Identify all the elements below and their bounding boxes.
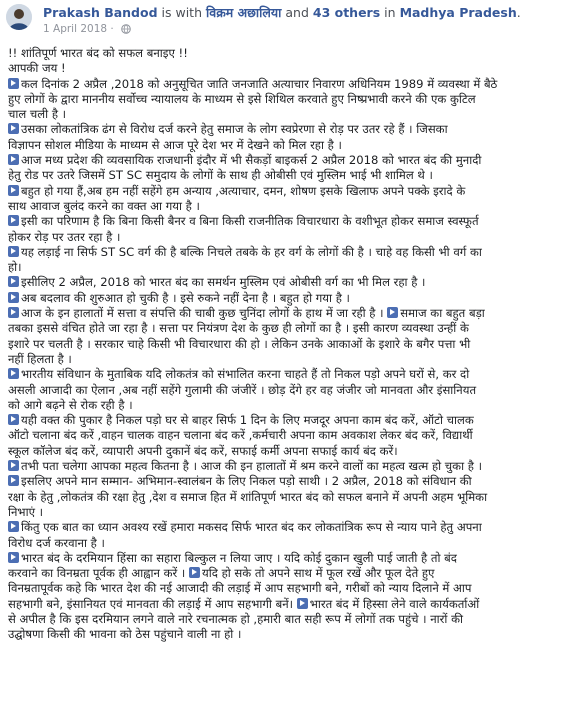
post-text-line — [8, 46, 564, 61]
arrow-right-icon — [297, 598, 308, 609]
arrow-right-icon — [8, 78, 19, 89]
post-text-segment: हो। — [8, 260, 22, 275]
post-text-segment: उसका लोकतांत्रिक ढंग से विरोध दर्ज करने हेतु समाज के लोग स्वप्रेरणा से रोड़ पर उतर रहे हैं । जिसका — [21, 122, 448, 137]
post-text-segment: साथ आवाज बुलंद करने का वक्त आ गया है । — [8, 198, 200, 213]
post-text-segment: स्कूल कॉलेज बंद करें, व्यापारी अपनी दुकानें बंद करें, सफाई कर्मी अपना सफाई कार्य बंद करें। — [8, 443, 398, 458]
post-text-line — [8, 230, 564, 245]
arrow-right-icon — [8, 307, 19, 318]
post-text-segment: उद्घोषणा किसी की भावना को ठेस पहुंचाने वाली ना हो । — [8, 627, 242, 642]
post-text-segment: भारत बंद में हिस्सा लेने वाले कार्यकर्ताओं — [309, 596, 480, 611]
post-text-segment: यह लड़ाई ना सिर्फ ST SC वर्ग की है बल्कि निचले तबके के हर वर्ग के लोगों की है । चाहे वह किसी भी वर्ग का — [21, 244, 482, 259]
post-text-line — [8, 184, 564, 199]
post-text-segment: भारत बंद के दरमियान हिंसा का सहारा बिल्कुल न लिया जाए । यदि कोई दुकान खुली पाई जाती है तो बंद — [21, 550, 457, 565]
post-text-line — [8, 428, 564, 443]
post-text-segment: आज मध्य प्रदेश की व्यवसायिक राजधानी इंदौर में भी सैकड़ों बाइकर्स 2 अप्रैल 2018 को भारत बंद की मुनादी — [21, 153, 482, 168]
post-text-segment: विरोध दर्ज करवाना है । — [8, 535, 105, 550]
post-text-segment: असली आजादी का ऐलान ,अब नहीं सहेंगे गुलामी की जंजीरें । छोड़ देंगे हर वह जंजीर जो मानवता और इंसानियत — [8, 382, 477, 397]
post-text-segment: कल दिनांक 2 अप्रैल ,2018 को अनुसूचित जाति जनजाति अत्याचार निवारण अधिनियम 1989 में व्यवस्था में बैठे — [21, 76, 498, 91]
post-text-line — [8, 138, 564, 153]
post-text-segment: इशारे पर चलती है । सरकार चाहे किसी भी विचारधारा की हो । लेकिन उनके आकाओं के इशारे के बगैर पत्ता भी — [8, 336, 471, 351]
post-text-segment: तभी पता चलेगा आपका महत्व कितना है । आज की इन हालातों में श्रम करने वालों का महत्व खत्म हो चुका है । — [21, 459, 482, 474]
post-text-line — [8, 107, 564, 122]
avatar-image — [6, 4, 32, 30]
post-text-segment: सहभागी बने, इंसानियत एवं मानवता की लड़ाई में आप सहभागी बनें। — [8, 596, 297, 611]
post-text-segment: चाल चली है । — [8, 107, 67, 122]
post-text-segment: इसी का परिणाम है कि बिना किसी बैनर व बिना किसी राजनीतिक विचारधारा के वशीभूत होकर समाज स्वस्फूर्त — [21, 214, 479, 229]
post-text-line — [8, 459, 564, 474]
post-text-segment: नहीं हिलता है । — [8, 351, 72, 366]
post-text-line — [8, 168, 564, 183]
period-text: . — [516, 5, 521, 20]
post-text-line — [8, 245, 564, 260]
post-text-line — [8, 199, 564, 214]
post-text-line — [8, 627, 564, 642]
post-text-line — [8, 337, 564, 352]
post-text-line — [8, 367, 564, 382]
post-text-line — [8, 413, 564, 428]
post-text-line — [8, 581, 564, 596]
post-text-segment: अब बदलाव की शुरुआत हो चुकी है । इसे रुकने नहीं देना है । बहुत हो गया है । — [21, 290, 350, 305]
arrow-right-icon — [189, 567, 200, 578]
post-text-segment: !! शांतिपूर्ण भारत बंद को सफल बनाइए !! — [8, 46, 188, 60]
post-meta — [43, 23, 131, 35]
post-text-line — [8, 520, 564, 535]
arrow-right-icon — [8, 414, 19, 425]
post-text-segment: आपकी जय ! — [8, 61, 66, 76]
post-text-line — [8, 275, 564, 290]
post-text-segment: ऑटो चलाना बंद करें ,वाहन चालक वाहन चलाना बंद करें ,कर्मचारी अपना काम अवकाश लेकर बंद करें, विद्यार्थी — [8, 428, 473, 443]
post-text-segment: होकर रोड़ पर उतर रहा है । — [8, 229, 121, 244]
post-text-line — [8, 352, 564, 367]
arrow-right-icon — [8, 185, 19, 196]
post-header — [0, 0, 567, 44]
arrow-right-icon — [8, 154, 19, 165]
location-link[interactable]: Madhya Pradesh — [399, 5, 517, 20]
globe-icon — [121, 24, 131, 34]
arrow-right-icon — [8, 246, 19, 257]
post-text-segment: समाज का बहुत बड़ा — [400, 306, 485, 321]
post-text-line — [8, 92, 564, 107]
post-date[interactable]: 1 April 2018 · — [43, 23, 114, 35]
post-text-line — [8, 291, 564, 306]
post-text-line — [8, 505, 564, 520]
post-text-segment: हेतु रोड पर उतरे जिसमें ST SC समुदाय के लोगों के साथ ही ओबीसी एवं मुस्लिम भाई भी शामिल थे । — [8, 168, 433, 183]
and-text: and — [285, 5, 309, 20]
post-text-segment: निभाएं । — [8, 504, 44, 519]
post-text-line — [8, 321, 564, 336]
arrow-right-icon — [8, 460, 19, 471]
post-text-line — [8, 383, 564, 398]
post-text-line — [8, 214, 564, 229]
arrow-right-icon — [387, 307, 398, 318]
post-text-segment: यदि हो सके तो अपने साथ में फूल रखें और फूल देते हुए — [202, 566, 435, 581]
arrow-right-icon — [8, 276, 19, 287]
post-text-segment: आज के इन हालातों में सत्ता व संपत्ति की चाबी कुछ चुनिंदा लोगों के हाथ में जा रही है । — [21, 306, 388, 321]
post-text-line — [8, 444, 564, 459]
post-text-segment: यही वक्त की पुकार है निकल पड़ो घर से बाहर सिर्फ 1 दिन के लिए मजदूर अपना काम बंद करें, ऑटो चालक — [21, 413, 474, 428]
arrow-right-icon — [8, 292, 19, 303]
others-link[interactable]: 43 others — [312, 5, 381, 20]
arrow-right-icon — [8, 215, 19, 226]
post-text-line — [8, 474, 564, 489]
post-text-line — [8, 122, 564, 137]
post-text-line — [8, 536, 564, 551]
post-text-segment: विनम्रतापूर्वक कहे कि भारत देश की नई आजादी की लड़ाई में आप सहभागी बने, गरीबों को न्याय दिलाने में आप — [8, 581, 472, 596]
post-text-segment: भारतीय संविधान के मुताबिक यदि लोकतंत्र को संभालित करना चाहते हैं तो निकल पड़ो अपने घरों से, कर दो — [21, 367, 470, 382]
post-text-line — [8, 551, 564, 566]
post-text-segment: हुए लोगों के द्वारा माननीय सर्वोच्च न्यायालय के माध्यम से इसे शिथिल करवाते हुए निष्प्रभावी करने की एक कुटिल — [8, 91, 476, 106]
is-with-text: is with — [161, 5, 203, 20]
post-body — [8, 46, 564, 643]
header-line — [43, 5, 521, 21]
avatar[interactable] — [6, 4, 32, 30]
arrow-right-icon — [8, 368, 19, 379]
post-text-line — [8, 153, 564, 168]
post-text-line — [8, 61, 564, 76]
post-text-segment: को आगे बढ़ने से रोक रही है । — [8, 397, 133, 412]
post-text-segment: करवाने का विनम्रता पूर्वक ही आह्वान करें । — [8, 566, 189, 581]
post-text-line — [8, 597, 564, 612]
in-text: in — [384, 5, 396, 20]
tagged-person[interactable]: विक्रम अछालिया — [206, 5, 282, 20]
post-text-line — [8, 77, 564, 92]
post-text-segment: विज्ञापन सोशल मीडिया के माध्यम से आज पूरे देश भर में देखने को मिल रहा है । — [8, 137, 342, 152]
author-name[interactable]: Prakash Bandod — [43, 5, 158, 20]
arrow-right-icon — [8, 475, 19, 486]
post-text-segment: बहुत हो गया हैं,अब हम नहीं सहेंगे हम अन्याय ,अत्याचार, दमन, शोषण इसके खिलाफ अपने पक्के इरादे के — [21, 183, 466, 198]
post-text-segment: किंतु एक बात का ध्यान अवश्य रखें हमारा मकसद सिर्फ भारत बंद कर लोकतांत्रिक रूप से न्याय पाने हेतु अपना — [21, 520, 482, 535]
arrow-right-icon — [8, 552, 19, 563]
post-text-line — [8, 306, 564, 321]
post-text-line — [8, 260, 564, 275]
post-text-segment: से अपील है कि इस दरमियान लगने वाले नारे रचनात्मक हो ,हमारी बात सही रूप में लोगों तक पहुंचे । नारों की — [8, 611, 464, 626]
arrow-right-icon — [8, 521, 19, 532]
post-text-segment: इसलिए अपने मान सम्मान- अभिमान-स्वालंबन के लिए निकल पड़ो साथी । 2 अप्रैल, 2018 को संविधान की — [21, 474, 472, 489]
post-text-line — [8, 566, 564, 581]
post-text-line — [8, 490, 564, 505]
post-text-segment: तबका इससे वंचित होते जा रहा है । सत्ता पर नियंत्रण देश के कुछ ही लोगों का है । इसी कारण व्यवस्था उन्हीं के — [8, 321, 469, 336]
post-text-segment: इसीलिए 2 अप्रैल, 2018 को भारत बंद का समर्थन मुस्लिम एवं ओबीसी वर्ग का भी मिल रहा है । — [21, 275, 426, 290]
post-text-segment: रक्षा के हेतु ,लोकतंत्र की रक्षा हेतु ,देश व समाज हित में शांतिपूर्ण भारत बंद को सफल बनाने में अपनी अहम भूमिका — [8, 489, 488, 504]
post-text-line — [8, 398, 564, 413]
arrow-right-icon — [8, 123, 19, 134]
post-text-line — [8, 612, 564, 627]
